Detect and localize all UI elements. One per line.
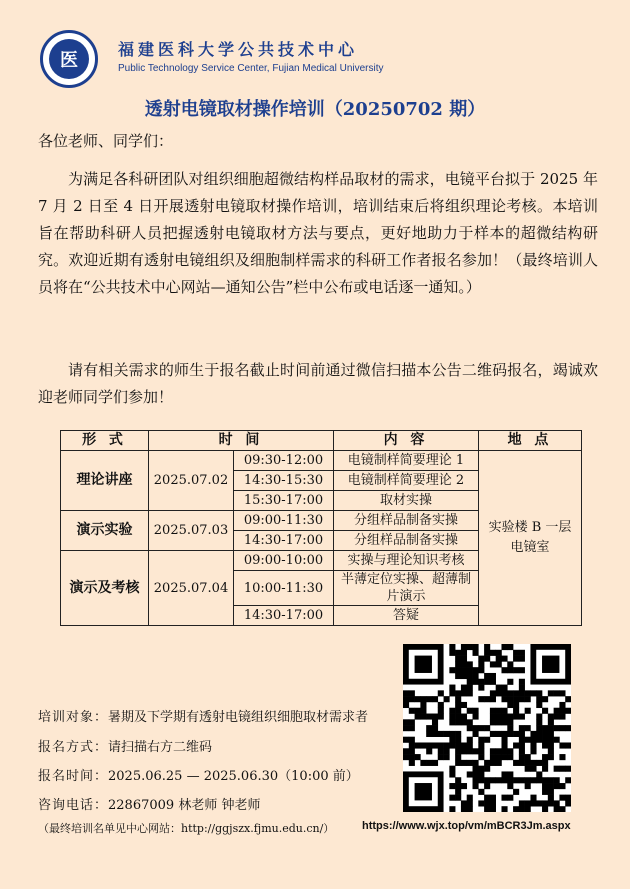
content-cell: 分组样品制备实操 bbox=[334, 531, 479, 551]
center-name-chinese: 福建医科大学公共技术中心 bbox=[118, 40, 359, 59]
time-cell: 14:30-15:30 bbox=[234, 471, 334, 491]
time-cell: 15:30-17:00 bbox=[234, 491, 334, 511]
period-value: 2025.06.25 — 2025.06.30（10:00 前） bbox=[108, 769, 359, 784]
greeting: 各位老师、同学们： bbox=[38, 132, 174, 150]
qr-code-icon[interactable] bbox=[403, 644, 571, 812]
content-cell: 答疑 bbox=[334, 606, 479, 626]
time-cell: 09:00-11:30 bbox=[234, 511, 334, 531]
form-cell: 演示实验 bbox=[61, 511, 149, 551]
content-cell: 电镜制样简要理论 1 bbox=[334, 451, 479, 471]
method-label: 报名方式： bbox=[38, 740, 109, 755]
university-logo-icon bbox=[40, 30, 98, 88]
period-label: 报名时间： bbox=[38, 769, 109, 784]
target-value: 暑期及下学期有透射电镜组织细胞取材需求者 bbox=[108, 710, 369, 725]
website-note: （最终培训名单见中心网站：http://ggjszx.fjmu.edu.cn/） bbox=[38, 822, 335, 835]
time-cell: 10:00-11:30 bbox=[234, 571, 334, 606]
qr-url-link[interactable]: https://www.wjx.top/vm/mBCR3Jm.aspx bbox=[362, 820, 571, 832]
signup-period bbox=[38, 765, 359, 784]
time-cell: 14:30-17:00 bbox=[234, 606, 334, 626]
qr-code-graphic bbox=[403, 644, 571, 812]
center-name-english: Public Technology Service Center, Fujian Medical University bbox=[118, 63, 384, 74]
time-cell: 09:00-10:00 bbox=[234, 551, 334, 571]
form-cell: 演示及考核 bbox=[61, 551, 149, 626]
header-time: 时 间 bbox=[149, 431, 334, 451]
date-cell: 2025.07.03 bbox=[149, 511, 234, 551]
location-cell: 实验楼 B 一层电镜室 bbox=[479, 451, 582, 626]
signup-paragraph: 请有相关需求的师生于报名截止时间前通过微信扫描本公告二维码报名，竭诚欢迎老师同学们参加！ bbox=[38, 361, 598, 406]
time-cell: 09:30-12:00 bbox=[234, 451, 334, 471]
target-label: 培训对象： bbox=[38, 710, 109, 725]
content-cell: 实操与理论知识考核 bbox=[334, 551, 479, 571]
table-header-row bbox=[61, 431, 582, 451]
time-cell: 14:30-17:00 bbox=[234, 531, 334, 551]
training-target bbox=[38, 706, 368, 725]
date-cell: 2025.07.04 bbox=[149, 551, 234, 626]
table-row bbox=[61, 451, 582, 471]
signup-method bbox=[38, 736, 212, 755]
phone-label: 咨询电话： bbox=[38, 798, 109, 813]
date-cell: 2025.07.02 bbox=[149, 451, 234, 511]
content-cell: 电镜制样简要理论 2 bbox=[334, 471, 479, 491]
content-cell: 半薄定位实操、超薄制片演示 bbox=[334, 571, 479, 606]
content-cell: 取材实操 bbox=[334, 491, 479, 511]
content-cell: 分组样品制备实操 bbox=[334, 511, 479, 531]
phone-value: 22867009 林老师 钟老师 bbox=[108, 798, 261, 813]
header-form: 形 式 bbox=[61, 431, 149, 451]
schedule-table bbox=[60, 430, 582, 626]
form-cell: 理论讲座 bbox=[61, 451, 149, 511]
header-content: 内 容 bbox=[334, 431, 479, 451]
header-location: 地 点 bbox=[479, 431, 582, 451]
page-title: 透射电镜取材操作培训（20250702 期） bbox=[144, 99, 486, 120]
intro-paragraph: 为满足各科研团队对组织细胞超微结构样品取材的需求，电镜平台拟于 2025 年 7 月 2 日至 4 日开展透射电镜取材操作培训，培训结束后将组织理论考核。本培训旨在帮助科研人员把握透射电镜取材方法与要点，更好地助力于样本的超微结构研究。欢迎近期有透射电镜组织及细胞制样需求的科研工作者报名参加！（最终培训人员将在“公共技术中心网站—通知公告”栏中公布或电话逐一通知。） bbox=[38, 170, 598, 296]
contact-phone bbox=[38, 794, 260, 813]
method-value: 请扫描右方二维码 bbox=[108, 740, 213, 755]
logo-emblem: 医 bbox=[49, 39, 89, 79]
